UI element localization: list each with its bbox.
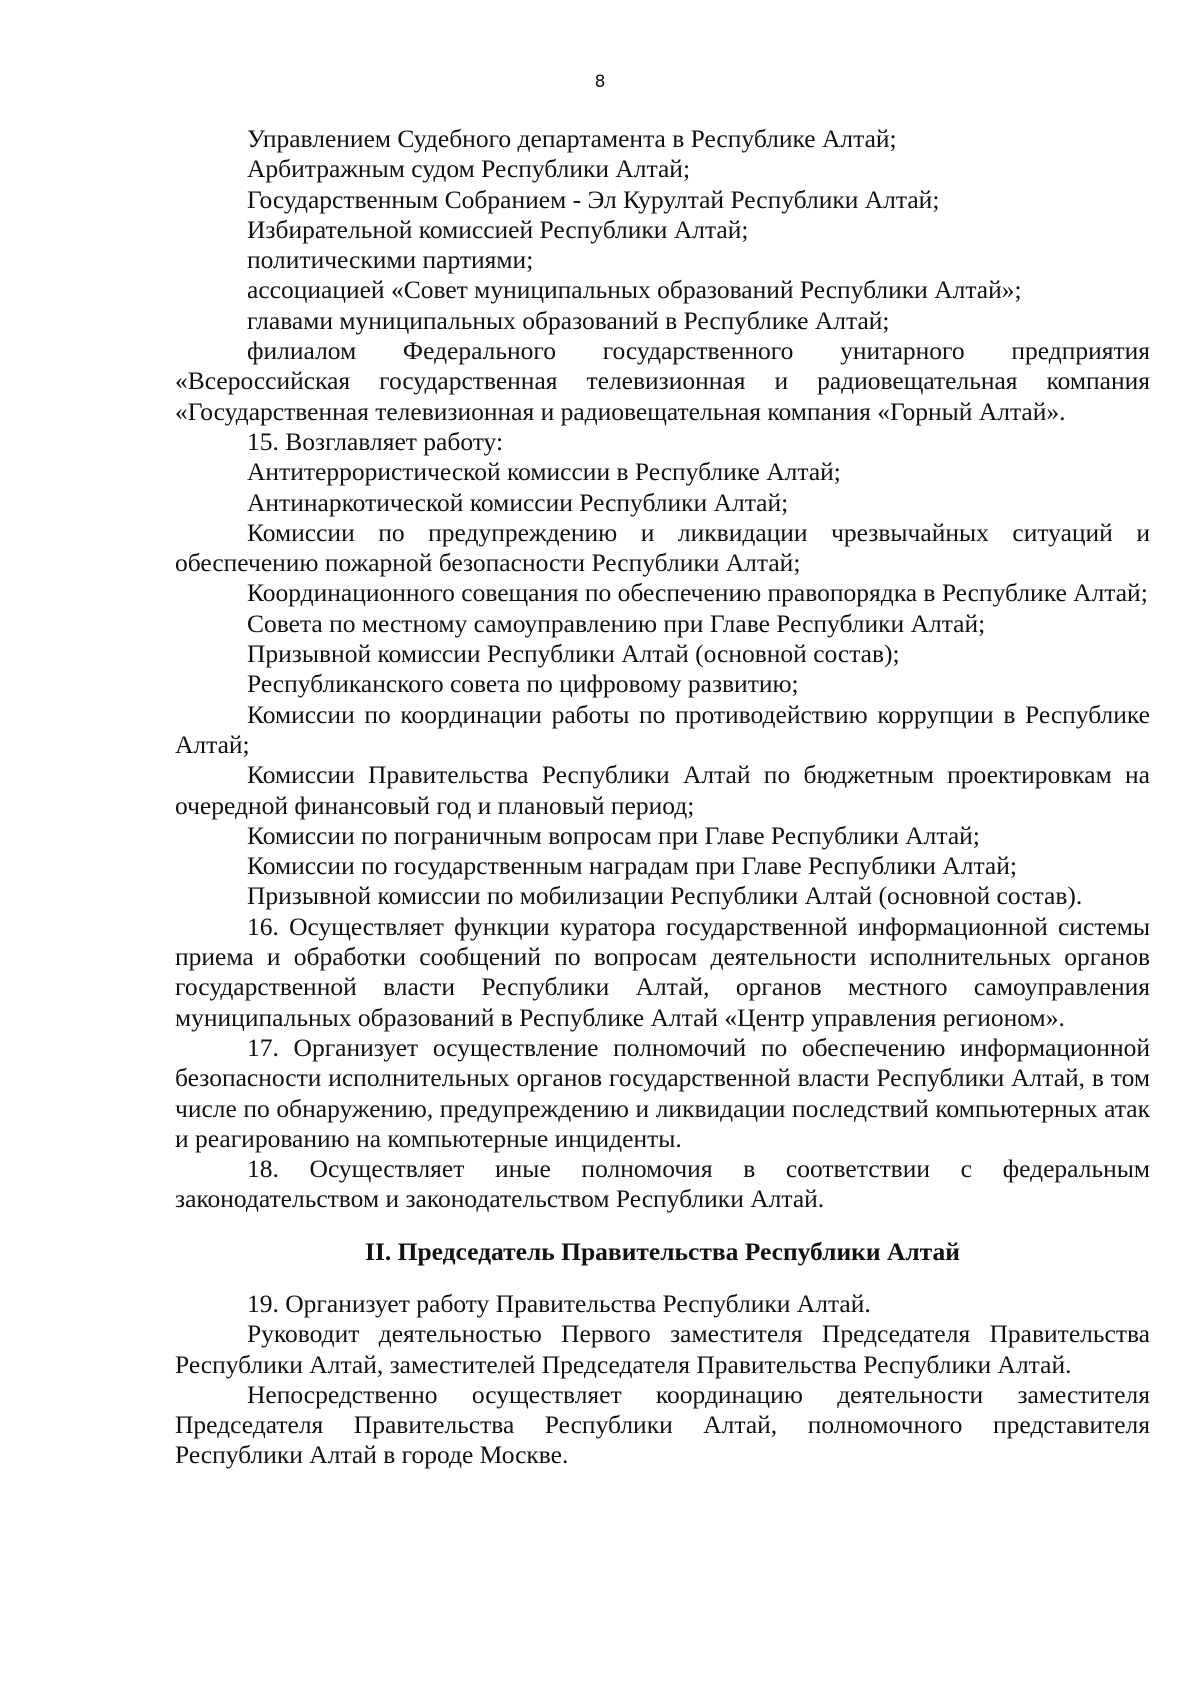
paragraph: Антитеррористической комиссии в Республике Алтай;	[247, 457, 841, 487]
document-body	[175, 124, 1150, 1471]
paragraph: филиалом Федерального государственного унитарного предприятия «Всероссийская государственная телевизионная и радиовещательная компания «Государственная телевизионная и радиовещательная компания «Горный Алтай».	[175, 336, 1150, 426]
page-number: 8	[594, 72, 606, 92]
paragraph: главами муниципальных образований в Республике Алтай;	[247, 305, 890, 335]
paragraph: ассоциацией «Совет муниципальных образований Республики Алтай»;	[247, 275, 1022, 305]
paragraph: 15. Возглавляет работу:	[247, 426, 504, 456]
paragraph: политическими партиями;	[247, 245, 534, 275]
paragraph: Управлением Судебного департамента в Республике Алтай;	[247, 124, 897, 153]
paragraph: Избирательной комиссией Республики Алтай;	[247, 214, 749, 244]
paragraph: 18. Осуществляет иные полномочия в соответствии с федеральным законодательством и законодательством Республики Алтай.	[175, 1154, 1150, 1214]
paragraph: Призывной комиссии по мобилизации Республики Алтай (основной состав).	[247, 881, 1083, 911]
paragraph: 19. Организует работу Правительства Республики Алтай.	[247, 1288, 871, 1318]
paragraph: Арбитражным судом Республики Алтай;	[247, 154, 691, 184]
paragraph: Комиссии по пограничным вопросам при Главе Республики Алтай;	[247, 820, 980, 850]
paragraph: Непосредственно осуществляет координацию деятельности заместителя Председателя Правительства Республики Алтай, полномочного представителя Республики Алтай в городе Москве.	[175, 1379, 1150, 1470]
paragraph: Совета по местному самоуправлению при Главе Республики Алтай;	[247, 608, 986, 638]
paragraph: Комиссии по государственным наградам при Главе Республики Алтай;	[247, 851, 1017, 881]
paragraph: Координационного совещания по обеспечению правопорядка в Республике Алтай;	[247, 578, 1148, 608]
paragraph: Государственным Собранием - Эл Курултай Республики Алтай;	[247, 184, 940, 214]
paragraph: Антинаркотической комиссии Республики Алтай;	[247, 487, 789, 517]
section-heading: II. Председатель Правительства Республики Алтай	[365, 1236, 960, 1266]
paragraph: Комиссии по координации работы по противодействию коррупции в Республике Алтай;	[175, 699, 1150, 759]
paragraph: 16. Осуществляет функции куратора государственной информационной системы приема и обработки сообщений по вопросам деятельности исполнительных органов государственной власти Республики Алтай, органов местного самоуправления муниципальных образований в Республике Алтай «Центр управления регионом».	[175, 911, 1150, 1032]
paragraph: Республиканского совета по цифровому развитию;	[247, 669, 799, 699]
paragraph: 17. Организует осуществление полномочий по обеспечению информационной безопасности исполнительных органов государственной власти Республики Алтай, в том числе по обнаружению, предупреждению и ликвидации последствий компьютерных атак и реагированию на компьютерные инциденты.	[175, 1032, 1150, 1153]
paragraph: Призывной комиссии Республики Алтай (основной состав);	[247, 639, 900, 669]
paragraph: Руководит деятельностью Первого заместителя Председателя Правительства Республики Алтай, заместителей Председателя Правительства Республики Алтай.	[175, 1319, 1150, 1379]
paragraph: Комиссии Правительства Республики Алтай по бюджетным проектировкам на очередной финансовый год и плановый период;	[175, 760, 1150, 820]
paragraph: Комиссии по предупреждению и ликвидации чрезвычайных ситуаций и обеспечению пожарной безопасности Республики Алтай;	[175, 517, 1150, 578]
